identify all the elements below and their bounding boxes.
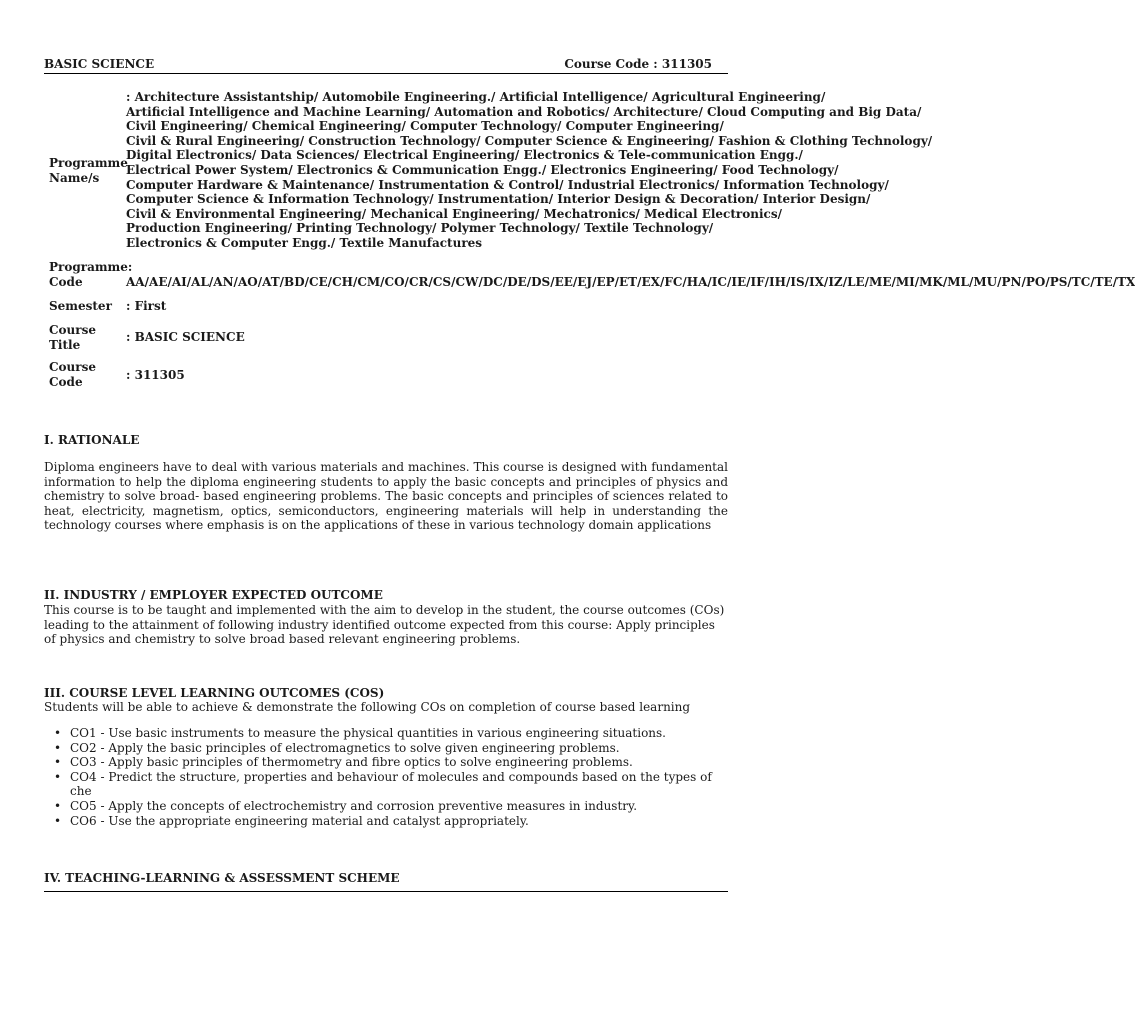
bullet-icon: •: [54, 769, 62, 784]
programme-code-label: Programme: Code: [49, 260, 133, 289]
list-item: • CO3 - Apply basic principles of thermometry and fibre optics to solve engineering problems.: [54, 755, 633, 770]
programme-line: Electrical Power System/ Electronics & Communication Engg./ Electronics Engineering/ Food Technology/: [126, 162, 839, 177]
programme-line: : Architecture Assistantship/ Automobile Engineering./ Artificial Intelligence/ Agricultural Engineering/: [126, 90, 826, 104]
list-item: • CO5 - Apply the concepts of electrochemistry and corrosion preventive measures in industry.: [54, 798, 638, 813]
bullet-icon: •: [54, 813, 62, 828]
list-item: • CO4 - Predict the structure, properties and behaviour of molecules and compounds based on the types of che: [54, 769, 712, 799]
programme-line: Digital Electronics/ Data Sciences/ Electrical Engineering/ Electronics & Tele-communication Engg./: [126, 148, 803, 163]
programme-line: Civil & Environmental Engineering/ Mechanical Engineering/ Mechatronics/ Medical Electronics/: [126, 206, 782, 221]
semester-label: Semester: [49, 299, 112, 313]
course-title-value: : BASIC SCIENCE: [126, 330, 245, 344]
programme-code-value: AA/AE/AI/AL/AN/AO/AT/BD/CE/CH/CM/CO/CR/CS/CW/DC/DE/DS/EE/EJ/EP/ET/EX/FC/HA/IC/IE/IF/IH/IS/IX/IZ/LE/ME/MI/MK/ML/MU/PN/PO/PS/TC/TE/TX: [126, 275, 1135, 289]
bullet-icon: •: [54, 755, 62, 770]
header-course-code: Course Code : 311305: [564, 57, 712, 71]
semester-value: : First: [126, 299, 167, 313]
bullet-icon: •: [54, 740, 62, 755]
programme-line: Artificial Intelligence and Machine Learning/ Automation and Robotics/ Architecture/ Cloud Computing and Big Data/: [126, 104, 922, 119]
programme-line: Electronics & Computer Engg./ Textile Manufactures: [126, 235, 483, 250]
bullet-icon: •: [54, 798, 62, 813]
list-item: • CO6 - Use the appropriate engineering material and catalyst appropriately.: [54, 813, 529, 828]
course-code-label: Course Code: [49, 360, 96, 389]
teaching-scheme-heading: IV. TEACHING-LEARNING & ASSESSMENT SCHEME: [44, 871, 400, 885]
list-item: • CO2 - Apply the basic principles of electromagnetics to solve given engineering problems.: [54, 740, 620, 755]
rationale-heading: I. RATIONALE: [44, 433, 140, 447]
programme-line: Civil Engineering/ Chemical Engineering/ Computer Technology/ Computer Engineering/: [126, 119, 724, 134]
programme-name-label: Programme Name/s: [49, 156, 128, 185]
programme-line: Civil & Rural Engineering/ Construction Technology/ Computer Science & Engineering/ Fashion & Clothing Technology/: [126, 133, 933, 148]
programme-line: Computer Hardware & Maintenance/ Instrumentation & Control/ Industrial Electronics/ Information Technology/: [126, 177, 889, 192]
list-item: • CO1 - Use basic instruments to measure the physical quantities in various engineering situations.: [54, 726, 666, 740]
industry-outcome-text: This course is to be taught and implemented with the aim to develop in the student, the course outcomes (COs) leading to the attainment of following industry identified outcome expected from this course: Apply principles of physics and chemistry to solve broad based relevant engineering problems.: [44, 603, 725, 647]
programme-names-list: [126, 90, 933, 251]
course-outcomes-list: [44, 726, 728, 828]
course-code-value: : 311305: [126, 368, 185, 382]
section-divider: [44, 891, 728, 892]
programme-line: Production Engineering/ Printing Technology/ Polymer Technology/ Textile Technology/: [126, 221, 714, 236]
course-outcomes-heading: III. COURSE LEVEL LEARNING OUTCOMES (COS): [44, 686, 385, 700]
rationale-text: Diploma engineers have to deal with various materials and machines. This course is designed with fundamental information to help the diploma engineering students to apply the basic concepts and principles of physics and chemistry to solve broad- based engineering problems. The basic concepts and principles of sciences related to heat, electricity, magnetism, optics, semiconductors, engineering materials will help in understanding the technology courses where emphasis is on the applications of these in various technology domain applications: [44, 460, 728, 533]
course-title-label: Course Title: [49, 323, 96, 352]
industry-outcome-heading: II. INDUSTRY / EMPLOYER EXPECTED OUTCOME: [44, 588, 383, 602]
header-course-name: BASIC SCIENCE: [44, 57, 155, 71]
course-outcomes-intro: Students will be able to achieve & demonstrate the following COs on completion of course based learning: [44, 700, 691, 714]
programme-line: Computer Science & Information Technology/ Instrumentation/ Interior Design & Decoration/ Interior Design/: [126, 192, 871, 207]
page-header: [44, 57, 728, 74]
bullet-icon: •: [54, 726, 62, 740]
